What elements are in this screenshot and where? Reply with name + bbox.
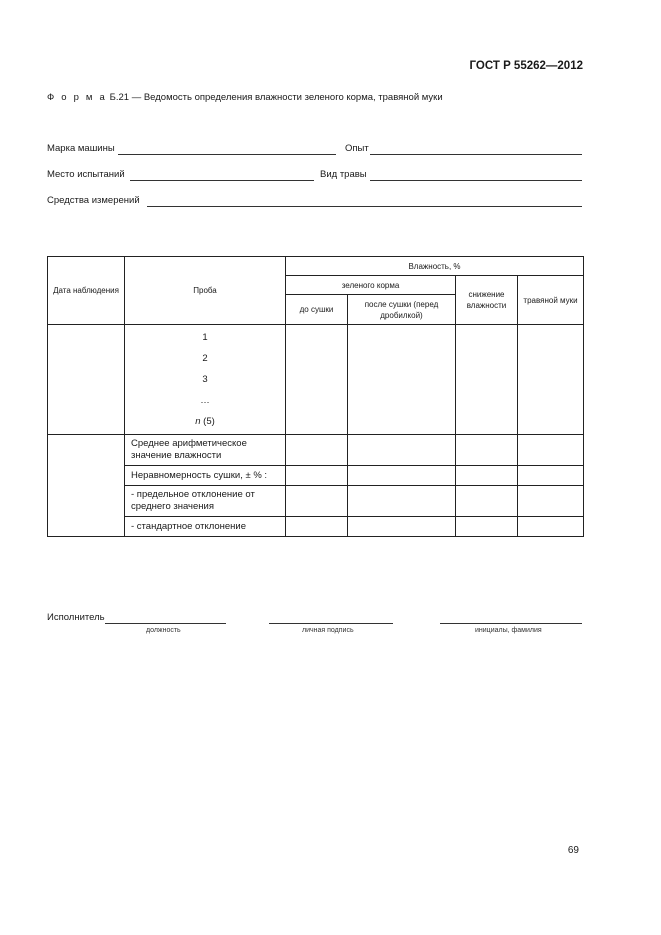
value-cell[interactable] [348, 517, 456, 537]
col-green-feed-header: зеленого корма [286, 276, 456, 295]
value-cell[interactable] [348, 466, 456, 486]
row-mean-label: Среднее арифметическое значение влажности [125, 435, 286, 466]
col-date-header: Дата наблюдения [48, 257, 125, 325]
sample-n: n (5) [195, 416, 215, 427]
value-cell[interactable] [348, 325, 456, 435]
sample-ellipsis: … [200, 395, 210, 406]
signature-caption: личная подпись [302, 627, 354, 634]
instruments-label: Средства измерений [47, 195, 140, 206]
page-number: 69 [567, 845, 579, 856]
place-line[interactable] [130, 180, 314, 181]
experiment-label: Опыт [345, 143, 369, 154]
date-summary-cell [48, 435, 125, 537]
initials-line[interactable] [440, 623, 582, 624]
row-limit-dev-label: - предельное отклонение от среднего значения [125, 486, 286, 517]
standard-number: ГОСТ Р 55262—2012 [469, 60, 583, 72]
samples-cell [125, 325, 286, 435]
place-label: Место испытаний [47, 169, 125, 180]
machine-line[interactable] [118, 154, 336, 155]
value-cell[interactable] [518, 435, 584, 466]
col-sample-header: Проба [125, 257, 286, 325]
value-cell[interactable] [348, 486, 456, 517]
initials-caption: инициалы, фамилия [475, 627, 542, 634]
moisture-table [47, 256, 584, 537]
signature-line[interactable] [269, 623, 393, 624]
sample-3: 3 [202, 374, 208, 385]
value-cell[interactable] [348, 435, 456, 466]
col-reduction-header: снижение влажности [456, 276, 518, 325]
col-before-drying-header: до сушки [286, 295, 348, 325]
grass-label: Вид травы [320, 169, 367, 180]
sample-1: 1 [202, 332, 208, 343]
value-cell[interactable] [518, 486, 584, 517]
value-cell[interactable] [286, 486, 348, 517]
value-cell[interactable] [518, 325, 584, 435]
experiment-line[interactable] [370, 154, 582, 155]
value-cell[interactable] [456, 466, 518, 486]
form-prefix: Ф о р м а [47, 92, 107, 103]
value-cell[interactable] [286, 466, 348, 486]
form-title-text: Б.21 — Ведомость определения влажности зеленого корма, травяной муки [109, 92, 443, 103]
value-cell[interactable] [456, 486, 518, 517]
executor-label: Исполнитель [47, 612, 105, 623]
position-line[interactable] [105, 623, 226, 624]
col-moisture-header: Влажность, % [286, 257, 584, 276]
value-cell[interactable] [456, 517, 518, 537]
form-title [47, 92, 443, 103]
value-cell[interactable] [518, 517, 584, 537]
instruments-line[interactable] [147, 206, 582, 207]
date-cell[interactable] [48, 325, 125, 435]
value-cell[interactable] [286, 435, 348, 466]
value-cell[interactable] [286, 517, 348, 537]
value-cell[interactable] [456, 325, 518, 435]
machine-label: Марка машины [47, 143, 115, 154]
grass-line[interactable] [370, 180, 582, 181]
value-cell[interactable] [518, 466, 584, 486]
value-cell[interactable] [286, 325, 348, 435]
position-caption: должность [146, 627, 181, 634]
row-std-dev-label: - стандартное отклонение [125, 517, 286, 537]
row-nonuniformity-label: Неравномерность сушки, ± % : [125, 466, 286, 486]
value-cell[interactable] [456, 435, 518, 466]
col-after-drying-header: после сушки (перед дробилкой) [348, 295, 456, 325]
col-grass-meal-header: травяной муки [518, 276, 584, 325]
sample-2: 2 [202, 353, 208, 364]
